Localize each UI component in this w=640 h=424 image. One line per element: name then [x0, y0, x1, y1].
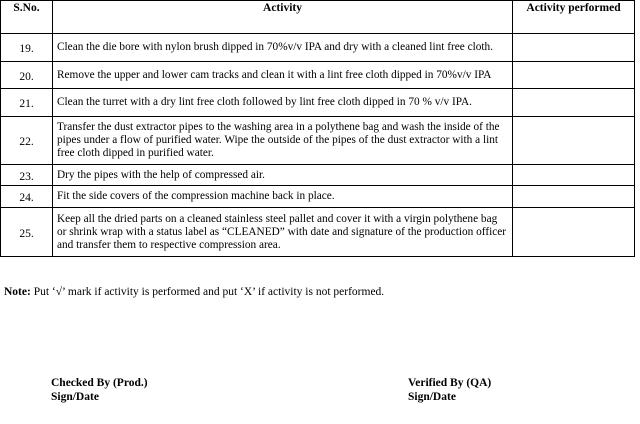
checked-by-title: Checked By (Prod.) — [51, 377, 148, 389]
checked-by-sign-date: Sign/Date — [51, 391, 99, 403]
row-sno: 20. — [1, 62, 53, 89]
table-row — [1, 117, 635, 165]
row-performed-cell[interactable] — [513, 208, 635, 257]
row-performed-cell[interactable] — [513, 117, 635, 165]
row-activity: Transfer the dust extractor pipes to the washing area in a polythene bag and wash the inside of the pipes under a flow of purified water. Wipe the outside of the pipes of the dust extractor with a lint free cloth dipped in purified water. — [53, 117, 513, 165]
row-sno: 24. — [1, 186, 53, 208]
row-activity: Fit the side covers of the compression machine back in place. — [53, 186, 513, 208]
row-performed-cell[interactable] — [513, 165, 635, 186]
table-row — [1, 62, 635, 89]
row-activity: Dry the pipes with the help of compressed air. — [53, 165, 513, 186]
row-sno: 25. — [1, 208, 53, 257]
row-sno: 22. — [1, 117, 53, 165]
row-activity: Keep all the dried parts on a cleaned stainless steel pallet and cover it with a virgin polythene bag or shrink wrap with a status label as “CLEANED” with date and signature of the production officer and transfer them to respective compression area. — [53, 208, 513, 257]
row-performed-cell[interactable] — [513, 62, 635, 89]
verified-by-title: Verified By (QA) — [408, 377, 492, 389]
verified-by-sign-date: Sign/Date — [408, 391, 456, 403]
table-row — [1, 208, 635, 257]
table-row — [1, 186, 635, 208]
note-text: Put ‘√’ mark if activity is performed and put ‘X’ if activity is not performed. — [30, 286, 385, 298]
header-sno: S.No. — [1, 1, 53, 34]
table-row — [1, 34, 635, 62]
table-header-row — [1, 1, 635, 34]
row-sno: 21. — [1, 89, 53, 117]
row-activity: Remove the upper and lower cam tracks and clean it with a lint free cloth dipped in 70%v/v IPA — [53, 62, 513, 89]
table-row — [1, 89, 635, 117]
verified-by-block — [408, 376, 491, 404]
row-performed-cell[interactable] — [513, 89, 635, 117]
header-performed: Activity performed — [513, 1, 635, 34]
header-activity: Activity — [53, 1, 513, 34]
row-activity: Clean the turret with a dry lint free cloth followed by lint free cloth dipped in 70 % v/v IPA. — [53, 89, 513, 117]
checked-by-block — [51, 376, 148, 404]
row-activity: Clean the die bore with nylon brush dipped in 70%v/v IPA and dry with a cleaned lint free cloth. — [53, 34, 513, 62]
row-performed-cell[interactable] — [513, 34, 635, 62]
note-label: Note: — [4, 286, 31, 298]
row-sno: 23. — [1, 165, 53, 186]
note — [4, 286, 384, 298]
row-performed-cell[interactable] — [513, 186, 635, 208]
row-sno: 19. — [1, 34, 53, 62]
table-row — [1, 165, 635, 186]
